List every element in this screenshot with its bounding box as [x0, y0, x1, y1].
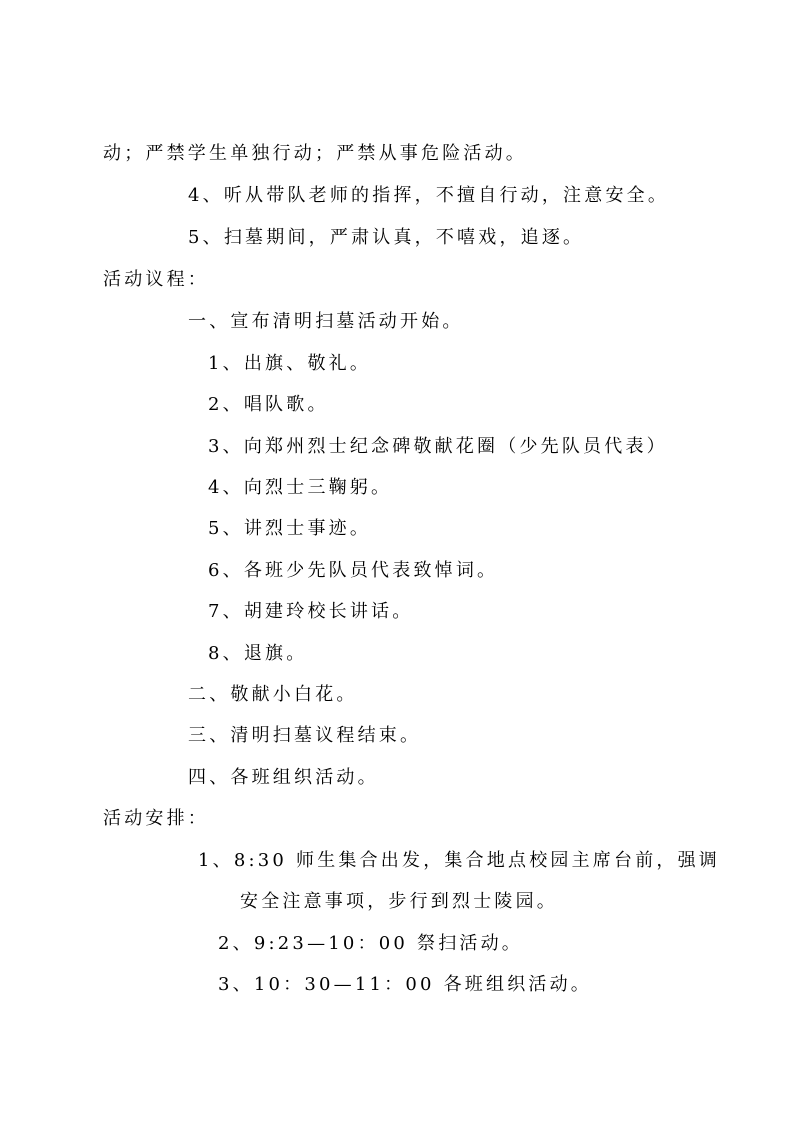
agenda-item-1: 一、宣布清明扫墓活动开始。 [188, 311, 464, 332]
agenda-subitem-2: 2、唱队歌。 [208, 394, 329, 415]
agenda-subitem-1: 1、出旗、敬礼。 [208, 353, 372, 374]
agenda-item-4: 四、各班组织活动。 [188, 767, 379, 788]
agenda-subitem-8: 8、退旗。 [208, 643, 308, 664]
agenda-subitem-6: 6、各班少先队员代表致悼词。 [208, 560, 499, 581]
section-heading-agenda: 活动议程： [103, 269, 209, 290]
text-line-rule-4: 4、听从带队老师的指挥，不擅自行动，注意安全。 [188, 185, 670, 206]
agenda-subitem-5: 5、讲烈士事迹。 [208, 518, 372, 539]
agenda-subitem-7: 7、胡建玲校长讲话。 [208, 601, 414, 622]
schedule-item-2: 2、9:23—10：00 祭扫活动。 [218, 933, 524, 954]
agenda-subitem-3: 3、向郑州烈士纪念碑敬献花圈（少先队员代表） [208, 436, 668, 457]
schedule-item-3: 3、10：30—11：00 各班组织活动。 [218, 974, 592, 995]
schedule-item-1-continued: 安全注意事项，步行到烈士陵园。 [240, 891, 558, 912]
schedule-item-1: 1、8:30 师生集合出发，集合地点校园主席台前，强调 [198, 850, 720, 871]
text-line-rule-5: 5、扫墓期间，严肃认真，不嘻戏，追逐。 [188, 227, 585, 248]
text-line-rules-continued: 动；严禁学生单独行动；严禁从事危险活动。 [103, 143, 527, 164]
section-heading-schedule: 活动安排： [103, 808, 209, 829]
agenda-item-3: 三、清明扫墓议程结束。 [188, 725, 422, 746]
agenda-subitem-4: 4、向烈士三鞠躬。 [208, 477, 393, 498]
agenda-item-2: 二、敬献小白花。 [188, 684, 358, 705]
